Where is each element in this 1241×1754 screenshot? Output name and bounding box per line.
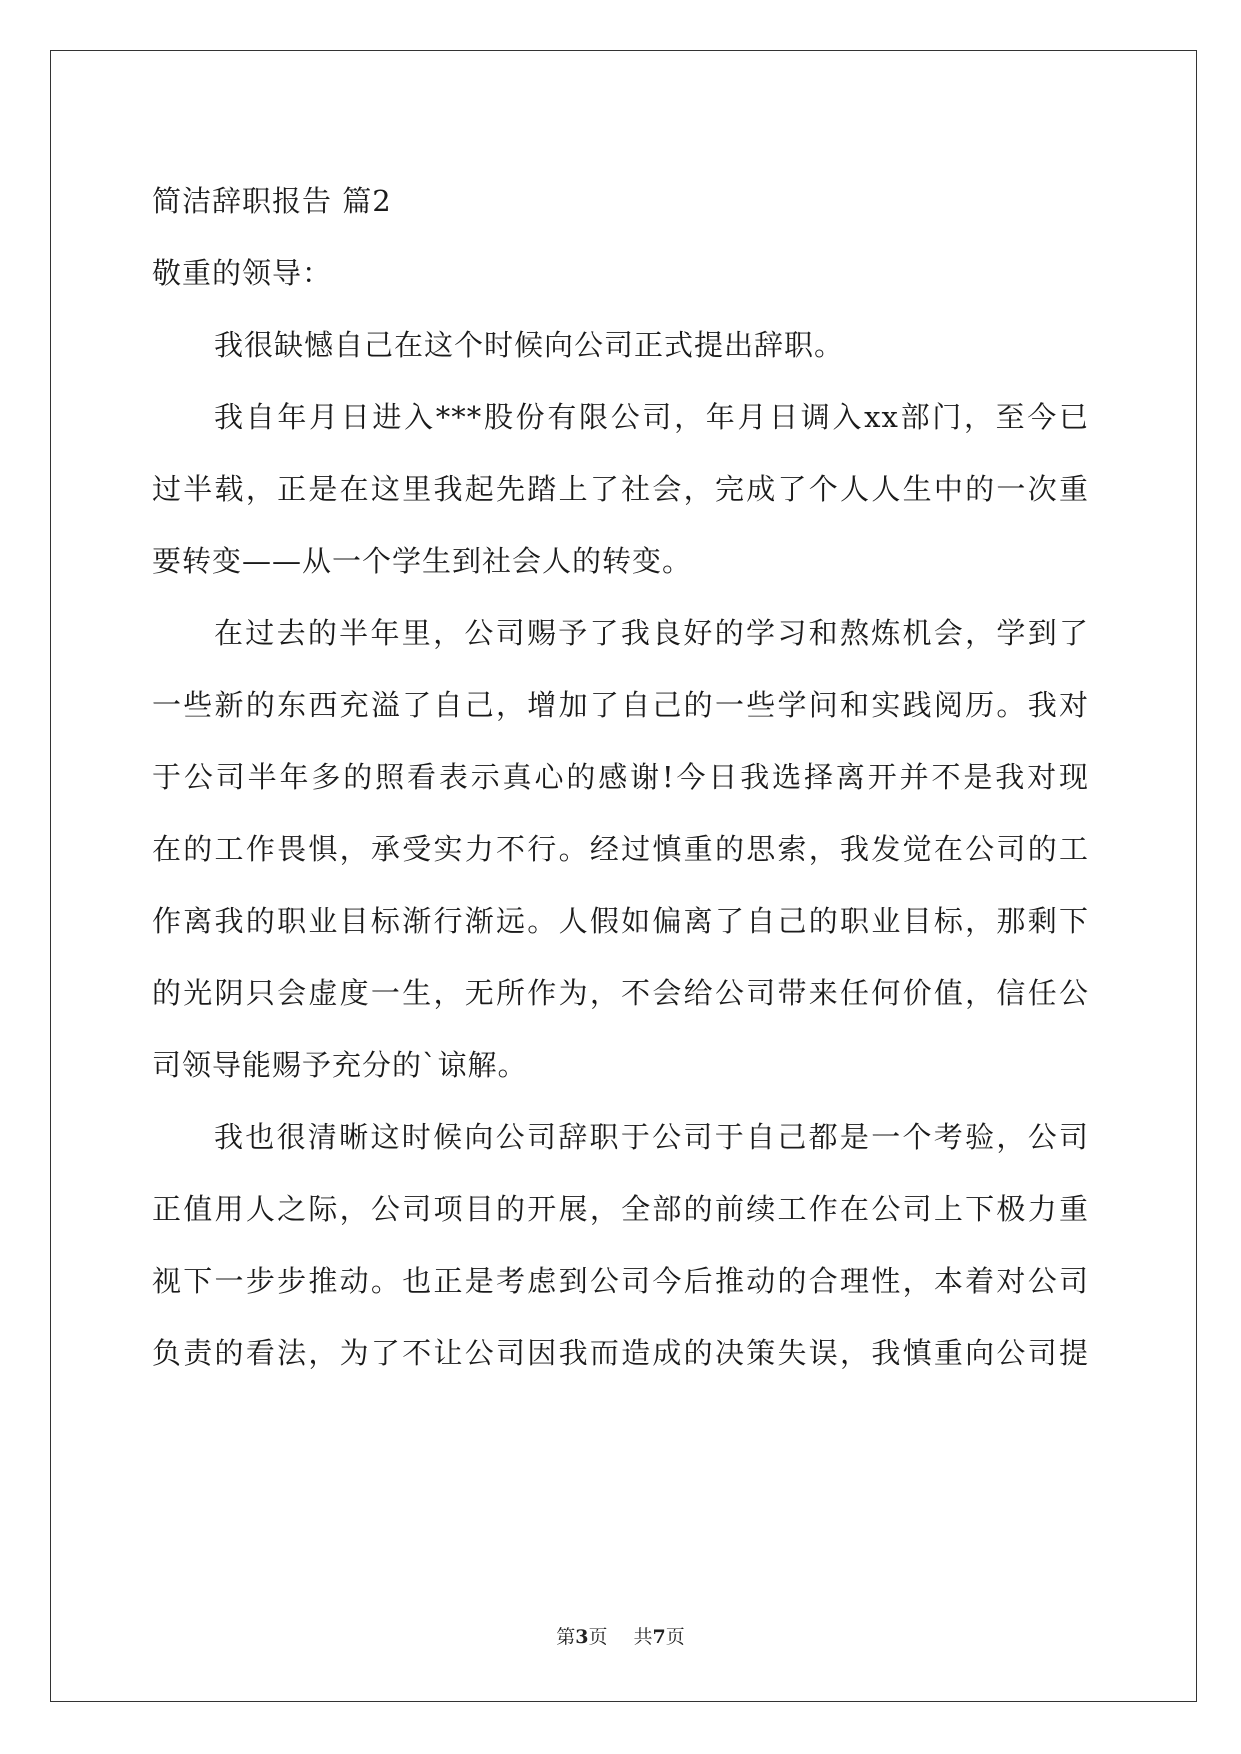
paragraph-line: 过半载，正是在这里我起先踏上了社会，完成了个人人生中的一次重 [152,472,1089,506]
paragraph-line: 在过去的半年里，公司赐予了我良好的学习和熬炼机会，学到了 [214,616,1089,650]
paragraph-line: 视下一步步推动。也正是考虑到公司今后推动的合理性，本着对公司 [152,1264,1089,1298]
paragraph-line: 一些新的东西充溢了自己，增加了自己的一些学问和实践阅历。我对 [152,688,1089,722]
paragraph-line: 要转变——从一个学生到社会人的转变。 [152,544,693,578]
total-suffix: 页 [665,1626,685,1648]
paragraph-line: 我很缺憾自己在这个时候向公司正式提出辞职。 [214,328,845,362]
page-total: 7 [652,1626,666,1648]
paragraph-line: 正值用人之际，公司项目的开展，全部的前续工作在公司上下极力重 [152,1192,1089,1226]
page-footer [0,1622,1241,1649]
paragraph-line: 的光阴只会虚度一生，无所作为，不会给公司带来任何价值，信任公 [152,976,1089,1010]
paragraph-line: 我也很清晰这时候向公司辞职于公司于自己都是一个考验，公司 [214,1120,1089,1154]
paragraph-line: 负责的看法，为了不让公司因我而造成的决策失误，我慎重向公司提 [152,1336,1089,1370]
page-current: 3 [575,1626,589,1648]
paragraph-line: 我自年月日进入***股份有限公司，年月日调入xx部门，至今已 [214,400,1089,434]
paragraph-line: 于公司半年多的照看表示真心的感谢!今日我选择离开并不是我对现 [152,760,1089,794]
page-suffix: 页 [588,1626,608,1648]
paragraph-line: 司领导能赐予充分的`谅解。 [152,1048,528,1082]
document-body [152,165,1089,1389]
paragraph-line: 在的工作畏惧，承受实力不行。经过慎重的思索，我发觉在公司的工 [152,832,1089,866]
paragraph-line: 作离我的职业目标渐行渐远。人假如偏离了自己的职业目标，那剩下 [152,904,1089,938]
salutation: 敬重的领导： [152,256,333,290]
total-prefix: 共 [633,1626,653,1648]
page-prefix: 第 [556,1626,576,1648]
document-heading: 简洁辞职报告 篇2 [152,184,392,218]
